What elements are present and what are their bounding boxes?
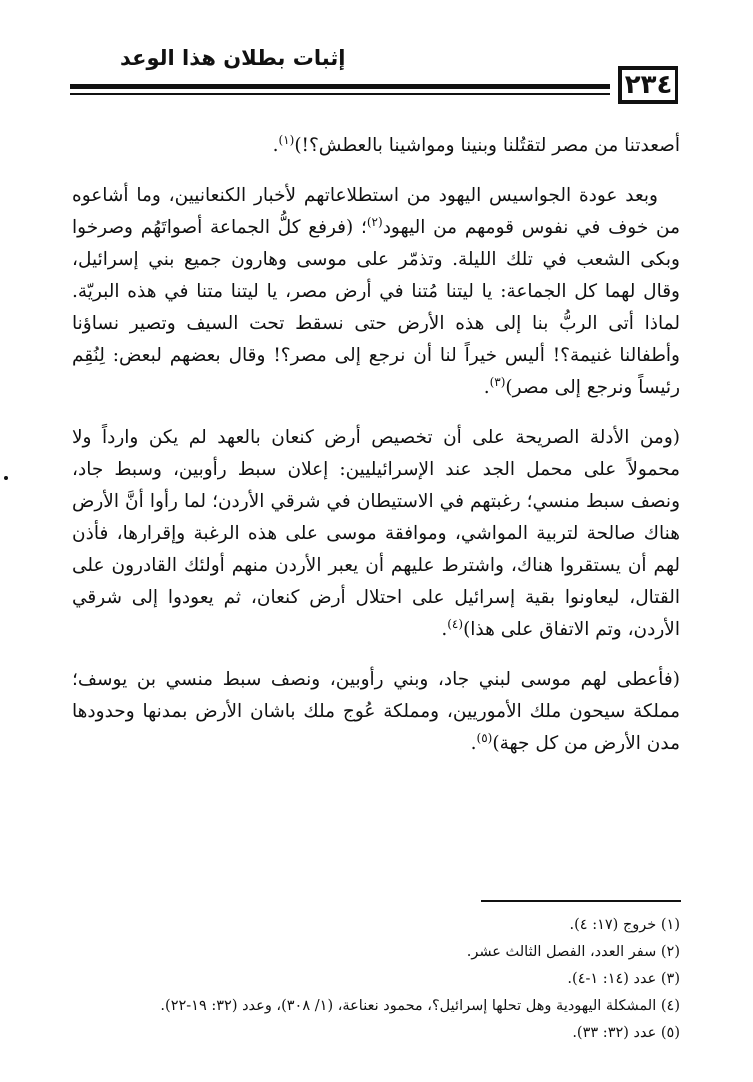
footnote-1: (١) خروج (١٧: ٤). — [569, 917, 680, 933]
footnotes — [72, 912, 680, 1047]
footnote-4: (٤) المشكلة اليهودية وهل تحلها إسرائيل؟، محمود نعناعة، (١/ ٣٠٨)، وعدد (٣٢: ١٩-٢٢). — [160, 998, 680, 1014]
header-rule-thin — [70, 93, 610, 95]
footnote-3: (٣) عدد (١٤: ١-٤). — [567, 971, 680, 987]
paragraph-2-text-b: ؛ (فرفع كلُّ الجماعة أصواتَهُم وصرخوا وبكى الشعب في تلك الليلة. وتذمّر على موسى وهارون جميع بني إسرائيل، وقال لهما كل الجماعة: يا ليتنا مُتنا في أرض مصر، يا ليتنا متنا في هذه البريّة. لماذا أتى الربُّ بنا إلى هذه الأرض حتى نسقط تحت السيف وتصير نساؤنا وأطفالنا غنيمة؟! أليس خيراً لنا أن نرجع إلى مصر؟! وقال بعضهم لبعض: لِنُقِم رئيساً ونرجع إلى مصر) — [72, 217, 680, 398]
footnote-ref-1: (١) — [278, 132, 295, 147]
footnote-ref-2: (٢) — [366, 214, 383, 229]
footnote-2: (٢) سفر العدد، الفصل الثالث عشر. — [466, 944, 680, 960]
paragraph-2-text-a: وبعد عودة الجواسيس اليهود من استطلاعاتهم لأخبار الكنعانيين، وما أشاعوه من خوف في نفوس قومهم من اليهود — [72, 185, 680, 238]
footnote-ref-5: (٥) — [476, 730, 493, 745]
paragraph-2: وبعد عودة الجواسيس اليهود من استطلاعاتهم لأخبار الكنعانيين، وما أشاعوه من خوف في نفوس قومهم من اليهود$^{(٢)}$؛ (فرفع كلُّ الجماعة أصواتَهُم وصرخوا وبكى الشعب في تلك الليلة. وتذمّر على موسى وهارون جميع بني إسرائيل، وقال لهما كل الجماعة: يا ليتنا مُتنا في أرض مصر، يا ليتنا متنا في هذه البريّة. لماذا أتى الربُّ بنا إلى هذه الأرض حتى نسقط تحت السيف وتصير نساؤنا وأطفالنا غنيمة؟! أليس خيراً لنا أن نرجع إلى مصر؟! وقال بعضهم لبعض: لِنُقِم رئيساً ونرجع إلى مصر)$^{(٣)}$. — [72, 185, 680, 398]
footnote-5: (٥) عدد (٣٢: ٣٣). — [572, 1025, 680, 1041]
paragraph-4-text: (فأعطى لهم موسى لبني جاد، وبني رأوبين، ونصف سبط منسي بن يوسف؛ مملكة سيحون ملك الأموريين، ومملكة عُوج ملك باشان الأرض بمدنها وحدودها مدن الأرض من كل جهة) — [72, 669, 680, 754]
paragraph-3: (ومن الأدلة الصريحة على أن تخصيص أرض كنعان بالعهد لم يكن وارداً ولا محمولاً على محمل الجد عند الإسرائيليين: إعلان سبط رأوبين، وسبط جاد، ونصف سبط منسي؛ رغبتهم في الاستيطان في شرقي الأردن؛ لما رأوا أنَّ الأرض هناك صالحة لتربية المواشي، وموافقة موسى على هذه الرغبة وإقرارها، فأذن لهم أن يستقروا هناك، واشترط عليهم أن يعبر الأردن منهم أولئك القادرون على القتال، ليعاونوا بقية إسرائيل على احتلال أرض كنعان، ثم يعودوا إلى شرقي الأردن، وتم الاتفاق على هذا)$^{(٤)}$. — [72, 427, 680, 640]
page-header — [70, 38, 680, 108]
paragraph-3-text: (ومن الأدلة الصريحة على أن تخصيص أرض كنعان بالعهد لم يكن وارداً ولا محمولاً على محمل الجد عند الإسرائيليين: إعلان سبط رأوبين، وسبط جاد، ونصف سبط منسي؛ رغبتهم في الاستيطان في شرقي الأردن؛ لما رأوا أنَّ الأرض هناك صالحة لتربية المواشي، وموافقة موسى على هذه الرغبة وإقرارها، فأذن لهم أن يستقروا هناك، واشترط عليهم أن يعبر الأردن منهم أولئك القادرون على القتال، ليعاونوا بقية إسرائيل على احتلال أرض كنعان، ثم يعودوا إلى شرقي الأردن، وتم الاتفاق على هذا) — [72, 427, 680, 640]
footnote-ref-3: (٣) — [489, 374, 506, 389]
page-number: ٢٣٤ — [618, 66, 678, 104]
margin-mark — [4, 476, 8, 480]
paragraph-1-text: أصعدتنا من مصر لتقتُلنا وبنينا ومواشينا بالعطش؟!) — [294, 135, 680, 156]
footnote-ref-4: (٤) — [447, 616, 464, 631]
paragraph-4: (فأعطى لهم موسى لبني جاد، وبني رأوبين، ونصف سبط منسي بن يوسف؛ مملكة سيحون ملك الأموريين، ومملكة عُوج ملك باشان الأرض بمدنها وحدودها مدن الأرض من كل جهة)$^{(٥)}$. — [72, 669, 680, 754]
header-rule-thick — [70, 84, 610, 89]
paragraph-1: أصعدتنا من مصر لتقتُلنا وبنينا ومواشينا بالعطش؟!)$^{(١)}$. — [272, 132, 680, 156]
body-text — [72, 130, 680, 760]
footnote-separator — [481, 900, 681, 902]
running-title: إثبات بطلان هذا الوعد — [120, 46, 346, 70]
